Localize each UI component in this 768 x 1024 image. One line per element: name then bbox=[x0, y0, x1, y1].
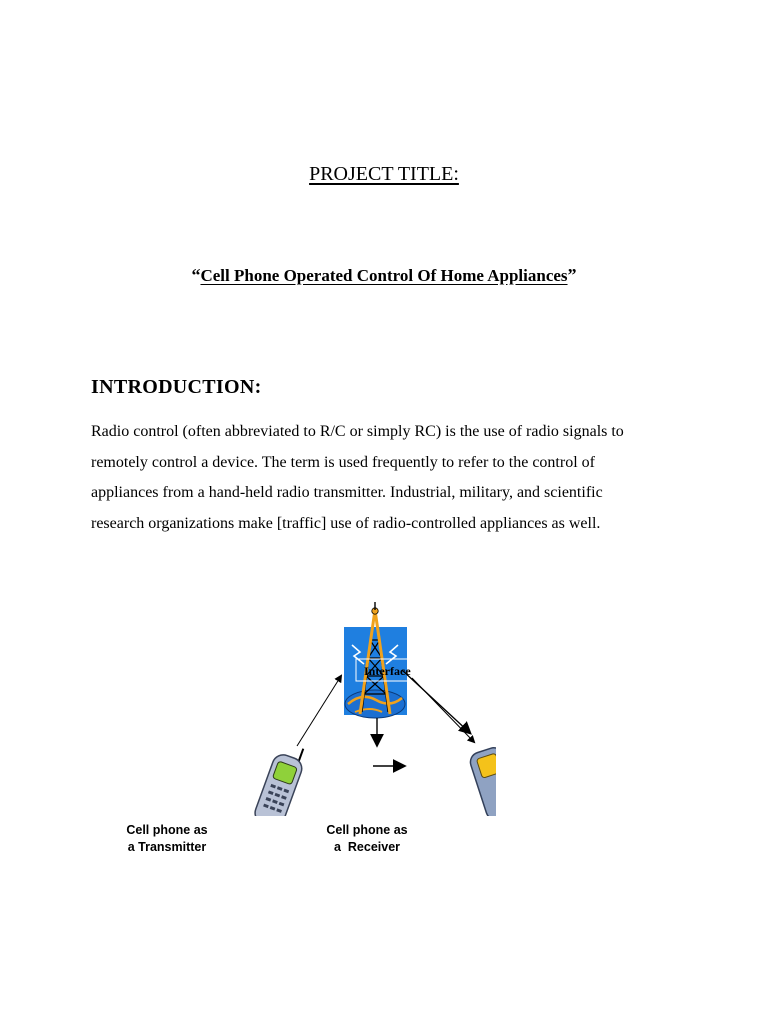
caption-line: Cell phone as bbox=[326, 823, 408, 837]
interface-to-receiver-arrow bbox=[402, 670, 470, 733]
transmitter-to-interface-arrow bbox=[297, 676, 341, 746]
introduction-body bbox=[91, 417, 691, 539]
caption-line: a Transmitter bbox=[127, 840, 207, 854]
document-title bbox=[0, 265, 768, 286]
tower-icon bbox=[344, 602, 407, 718]
open-quote: “ bbox=[191, 265, 201, 285]
introduction-line: Radio control (often abbreviated to R/C or simply RC) is the use of radio signals to bbox=[91, 423, 624, 440]
close-quote: ” bbox=[567, 265, 577, 285]
project-title: PROJECT TITLE: bbox=[309, 163, 459, 185]
document-title-text: Cell Phone Operated Control Of Home Appliances bbox=[200, 266, 568, 285]
interface-label: Interface bbox=[364, 664, 411, 678]
transmitter-phone-icon bbox=[252, 740, 309, 816]
introduction-heading: INTRODUCTION: bbox=[91, 376, 262, 398]
receiver-phone-icon bbox=[468, 745, 496, 816]
introduction-line: appliances from a hand-held radio transmitter. Industrial, military, and scientific bbox=[91, 484, 603, 501]
caption-line: Cell phone as bbox=[126, 823, 208, 837]
system-diagram bbox=[252, 600, 496, 816]
receiver-caption bbox=[312, 822, 422, 856]
transmitter-caption bbox=[112, 822, 222, 856]
caption-line: a Receiver bbox=[333, 840, 401, 854]
introduction-line: remotely control a device. The term is used frequently to refer to the control of bbox=[91, 453, 595, 471]
introduction-line: research organizations make [traffic] use of radio-controlled appliances as well. bbox=[91, 514, 601, 532]
interface-to-receiver-arrow-2 bbox=[412, 678, 474, 742]
